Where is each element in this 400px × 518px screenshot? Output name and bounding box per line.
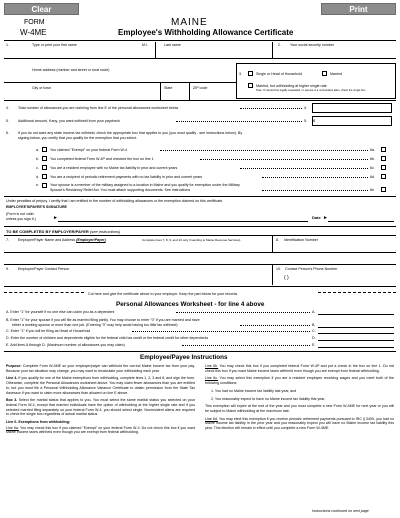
exemption-e-checkbox[interactable] [42,183,47,188]
leader-dots [262,188,368,191]
line-6-text: signing below, you certify that you qualify for the exemption that you select. [18,136,138,140]
last-name-label: Last name [164,43,181,47]
exemption-c-checkbox[interactable] [42,165,47,170]
exemption-b-box[interactable] [381,156,386,161]
worksheet-b-ref: B. [312,323,316,327]
exemption-d-checkbox[interactable] [42,174,47,179]
exemption-c-ref: 6c. [370,166,375,170]
leader-dots [240,166,368,169]
line-6-number: 6. [6,131,9,135]
clear-button[interactable]: Clear [4,3,79,15]
row-rule [4,82,236,83]
exemption-d-box[interactable] [381,174,386,179]
field-9-number: 9. [6,267,9,271]
row-rule [4,196,396,197]
instruction-head: Box 3. [6,398,18,403]
leader-dots [262,175,368,178]
exemption-a-ref: 6a. [370,148,375,152]
line-6-text: If you do not want any state income tax withheld, check the appropriate box that applies to you (you must qualify - see instructions below). By [18,131,243,135]
row-rule [4,286,396,287]
leader-dots [176,310,310,313]
field-1-number: 1. [6,43,9,47]
date-label: Date [312,215,321,220]
married-higher-label: Married, but withholding at higher single rate [256,84,327,88]
date-line[interactable] [328,221,394,222]
worksheet-a-ref: A. [312,310,316,314]
worksheet-line-a: A. Enter "1" for yourself if no one else can claim you as a dependent [6,310,115,314]
line-5-text: Additional amount, if any, you want withheld from your paycheck [18,119,121,123]
instruction-body: Select the marital status that applies to you. You must select the same marital status you selected on your federal Form W-4, except that married individuals have the option of withholding at the higher single rate and if you selected married filing separately on your federal Form W-4, you should select single. Nonresident aliens are required to check the single box regardless of actual marital status. [6,398,195,417]
header-rule [4,40,396,41]
exemption-b-ref: 6b. [370,157,375,161]
exemption-e-letter: e. [36,183,39,187]
worksheet-a-input[interactable] [318,314,394,315]
line-4-text: Total number of allowances you are claiming from line E of the personal allowances worksheet below [18,106,179,110]
instruction-body: You may check this box if you claimed "Exempt" on your federal Form W-4. Do not check this box if you want Maine income taxes withheld even though you are exempt from federal withholding. [6,425,195,435]
continued-note: Instructions continued on next page [312,509,369,513]
married-label: Married [330,72,343,76]
worksheet-title: Personal Allowances Worksheet - for line 4 above [116,301,265,308]
identification-number-label: Identification Number [284,238,318,242]
exemption-b-checkbox[interactable] [42,156,47,161]
exemption-e-text: Spouse's Residency Relief Act. You must attach supporting documents. See instructions [50,188,191,192]
last-name-input[interactable] [160,48,270,57]
address-input[interactable] [30,73,230,81]
leader-dots [182,343,310,346]
worksheet-line-e: E. Add lines A through D. (Maximum number of allowances you may claim) [6,343,125,347]
instructions-right-column [205,364,394,431]
line-5-ref: 5. [304,119,307,123]
address-label: Home address (number and street or rural route) [32,68,110,72]
instruction-head: Line 6a. [6,425,19,430]
ssn-label: Your social security number [290,43,335,47]
line-4-number: 4. [6,106,9,110]
instruction-body: You may check this box if you completed federal Form W-4P and put a check in the box on line 1. Do not check this box if you want Maine income taxes withheld even though you are exempt from federal withholding. [205,364,394,373]
exemption-c-box[interactable] [381,165,386,170]
instruction-body: You may elect this exemption if you receive periodic retirement payments pursuant to IRC § 3405, you had no Maine income tax liability in the prior year and you reasonably expect you will have no Maine income tax liability this year. This election will remain in effect until you complete a new Form W-4ME. [205,416,394,431]
marital-status-box [236,63,396,99]
instruction-head: Purpose: [6,364,22,368]
row-rule [4,235,396,236]
dollar-sign: $ [313,119,315,123]
exemption-d-text: You are a recipient of periodic retirement payments with no tax liability in prior and current years [50,175,203,179]
form-title: Employee's Withholding Allowance Certificate [118,28,294,37]
worksheet-c-input[interactable] [318,333,394,334]
additional-amount-input[interactable] [312,116,392,126]
employer-top-rule [4,226,396,227]
signature-label: EMPLOYEE'S/PAYEE'S SIGNATURE [6,205,67,209]
field-10-number: 10. [276,267,281,271]
instruction-head: Line 6. Exemptions from withholding: [6,420,71,425]
row-rule [189,83,190,100]
instruction-body: If you qualify for one of the Maine exemptions from withholding, complete lines 1, 2, 3 and 6, and sign the form. Otherwise, complete the Personal Allowances worksheet above. You may claim fewer allowances than you are entitled to, but you must file a Personal Withholding Allowance Variance Certificate to obtain permission from the State Tax Assessor if you want to claim more allowances than allowed on line E above. [6,376,196,395]
first-name-label: Type or print your first name [32,43,77,47]
single-checkbox[interactable] [248,71,253,76]
leader-dots [200,157,368,160]
print-button[interactable]: Print [321,3,396,15]
instruction-head: Line 4. [6,376,18,381]
employer-section-heading [6,229,120,234]
exemption-a-box[interactable] [381,147,386,152]
instruction-head: Line 6d. [205,416,218,421]
exemption-e-box[interactable] [381,187,386,192]
row-rule [4,100,396,101]
phone-input[interactable]: ( ) [284,275,289,281]
exemption-c-letter: c. [36,166,39,170]
signature-note: unless you sign it.) [6,217,36,221]
instruction-body: 1. You had no Maine income tax liability last year, and [211,388,297,393]
married-higher-checkbox[interactable] [248,83,253,88]
signature-note: (Form is not valid [6,212,34,216]
worksheet-e-ref: E. [312,343,316,347]
worksheet-line-b: B. Enter "1" for your spouse if you will file as married filing jointly. You may choose to enter "0" if you are married and have [6,318,200,322]
date-arrow: ► [323,215,328,221]
exemption-b-letter: b. [36,157,39,161]
exemption-c-text: You are a resident employee with no Maine tax liability in prior and current years [50,166,178,170]
ssn-input[interactable] [288,48,393,57]
exemption-a-checkbox[interactable] [42,147,47,152]
married-checkbox[interactable] [322,71,327,76]
worksheet-c-ref: C. [312,329,316,333]
form-label: FORM [24,19,45,26]
contact-person-input[interactable] [18,273,268,283]
worksheet-line-c: C. Enter "1" if you will be filing as Head of Household [6,329,91,333]
employer-name-label: Employer/Payer Name and Address [18,238,76,242]
employer-section-note: (see instructions) [89,229,121,234]
exemption-e-ref: 6e. [370,188,375,192]
field-3-number: 3. [239,72,242,76]
line-4-ref: 4. [304,106,307,110]
row-rule [4,58,396,59]
field-8-number: 8. [276,238,279,242]
city-label: City or town [32,86,51,90]
cut-instruction: Cut here and give the certificate above to your employer. Keep the part below for your records. [88,292,239,296]
phone-label: Contact Person's Phone Number [285,267,338,271]
instruction-head: Line 6b. [205,364,219,368]
worksheet-b-input[interactable] [318,327,394,328]
instructions-left-column [6,364,195,435]
leader-dots [132,329,310,332]
exemption-a-letter: a. [36,148,39,152]
leader-dots [176,119,302,122]
leader-dots [240,323,310,326]
instruction-body: 2. You reasonably expect to have no Maine income tax liability this year. [211,396,326,401]
field-2-number: 2. [278,43,281,47]
employer-section-title: TO BE COMPLETED BY EMPLOYER/PAYER [6,229,89,234]
section-rule [4,351,396,352]
city-input[interactable] [30,91,155,99]
employer-name-input[interactable] [18,244,268,251]
leader-dots [240,106,302,109]
row-rule [155,42,156,58]
state-label: State [164,86,173,90]
field-7-label [18,238,106,242]
identification-number-input[interactable] [282,244,392,251]
employer-payer-emphasis: (Employer/Payer) [76,238,106,242]
perjury-statement: Under penalties of perjury, I certify that I am entitled to the number of withholding allowances or the exemption claimed on this certificate. [6,199,224,203]
row-rule [4,264,396,265]
row-rule [272,265,273,285]
form-id: W-4ME [20,28,47,37]
instruction-head: Line 6c. [205,376,219,381]
row-rule [4,252,396,253]
worksheet-line-d: D. Enter the number of children and dependents eligible for the federal child tax credit or the federal credit for other dependents [6,336,209,340]
zip-label: ZIP code [193,86,208,90]
exemption-d-ref: 6d. [370,175,375,179]
exemption-b-text: You completed federal Form W-4P and checked the box on line 1 [50,157,154,161]
cut-line [318,290,396,293]
line-5-number: 5. [6,119,9,123]
worksheet-e-input[interactable] [318,347,394,348]
instruction-body: Complete Form W-4ME so your employer/payer can withhold the correct Maine income tax from your pay. Because your tax situation may change, you may want to recalculate your withholding each year. [6,364,195,373]
single-label: Single or Head of Household [256,72,302,76]
middle-initial-label: M.I. [142,43,148,47]
first-name-input[interactable] [30,48,152,57]
signature-line[interactable] [58,221,308,222]
signature-arrow: ► [53,215,58,221]
state-title: MAINE [171,17,208,28]
field-7-number: 7. [6,238,9,242]
row-rule [272,42,273,58]
exemption-a-text: You claimed "Exempt" on your federal Form W-4 [50,148,128,152]
worksheet-line-b-cont: either a working spouse or more than one job. (Entering "0" may help avoid having too little tax withheld) [12,323,178,327]
employer-note: Complete lines 7, 8, 9, and 10 only if sending to Maine Revenue Services) [142,238,241,242]
worksheet-d-input[interactable] [318,340,394,341]
allowances-input[interactable] [312,103,392,113]
instruction-body: This exemption will expire at the end of the year and you must complete a new Form W-4ME for next year or you will be subject to Maine withholding at the maximum rate. [205,404,394,413]
row-rule [272,236,273,252]
worksheet-d-ref: D. [312,336,316,340]
leader-dots [160,148,368,151]
contact-person-label: Employer/Payer Contact Person [18,267,70,271]
instruction-body: You may select this exemption if you are a resident employee receiving wages and you meet both of the following conditions: [205,376,394,386]
row-rule [160,83,161,100]
cut-line [4,290,84,293]
exemption-e-text: Your spouse is a member of the military assigned to a location in Maine and you qualify for exemption under the Military [50,183,240,187]
marital-note: Note: If married but legally separated, or spouse is a nonresident alien, check the single box [256,89,366,92]
exemption-d-letter: d. [36,175,39,179]
instructions-title: Employee/Payee Instructions [140,354,228,361]
